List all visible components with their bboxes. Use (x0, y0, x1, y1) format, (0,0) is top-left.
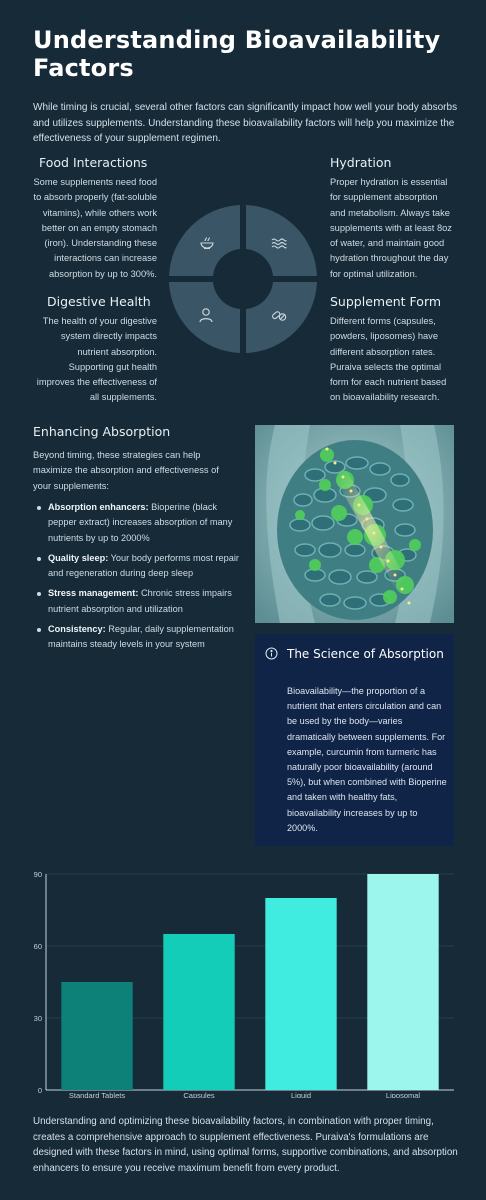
pills-icon (271, 307, 287, 323)
tip-text: Bioperine (black pepper extract) increases absorption of many nutrients by up to 2000% (48, 502, 233, 543)
supplement-form-title: Supplement Form (330, 294, 442, 309)
bar-liquid (265, 898, 336, 1090)
tip-text: Chronic stress impairs nutrient absorption and utilization (48, 588, 232, 614)
bowl-icon (199, 235, 215, 251)
info-icon (265, 647, 278, 660)
bar-capsules (163, 934, 234, 1090)
tip-label: Stress management: (48, 588, 139, 599)
bar-standard-tablets (61, 982, 132, 1090)
list-item (33, 586, 243, 617)
x-tick-label: Standard Tablets (68, 1091, 126, 1098)
enhancing-absorption-intro: Beyond timing, these strategies can help maximize the absorption and effectiveness of your supplements: (33, 450, 219, 491)
x-tick-label: Liposomal (385, 1091, 421, 1098)
digestive-health-title: Digestive Health (47, 294, 151, 309)
x-tick-label: Liquid (290, 1091, 312, 1098)
list-item (33, 500, 243, 546)
y-tick-label: 60 (33, 942, 42, 951)
science-text: Bioavailability—the proportion of a nutrient that enters circulation and can be used by the body—varies dramatically between supplements. For example, curcumin from turmeric has naturally poor bioavailability (around 5%), but when combined with Bioperine and taken with healthy fats, bioavailability increases by up to 2000%. (287, 686, 447, 833)
list-item (33, 622, 243, 653)
digestive-health-text: The health of your digestive system directly impacts nutrient absorption. Supporting gut health improves the effectiveness of all supplements. (36, 316, 157, 403)
x-tick-label: Capsules (183, 1091, 215, 1098)
tip-label: Quality sleep: (48, 552, 109, 563)
tip-label: Absorption enhancers: (48, 502, 149, 512)
bioavailability-wheel (169, 205, 317, 353)
gut-illustration (255, 425, 454, 623)
science-of-absorption-card (255, 634, 454, 846)
list-item (33, 551, 243, 582)
science-title: The Science of Absorption (287, 647, 444, 661)
supplement-form-text: Different forms (capsules, powders, liposomes) have different absorption rates. Puraiva selects the optimal form for each nutrient based on bioavailability research. (330, 316, 447, 403)
intro-paragraph: While timing is crucial, several other factors can significantly impact how well your body absorbs and utilizes supplements. Understanding these bioavailability factors will help you maximize the effectiveness of your supplement regimen. (33, 102, 458, 144)
enhancing-absorption-title: Enhancing Absorption (33, 424, 171, 439)
conclusion-paragraph: Understanding and optimizing these bioavailability factors, in combination with proper timing, creates a comprehensive approach to supplement effectiveness. Puraiva's formulations are designed with these factors in mind, using optimal forms, supportive combinations, and absorption enhancers to ensure you receive maximum benefit from every product. (33, 1116, 458, 1174)
hydration-text: Proper hydration is essential for supplement absorption and metabolism. Always take supplements with at least 8oz of water, and maintain good hydration throughout the day for optimal utilization. (330, 177, 452, 279)
food-interactions-title: Food Interactions (39, 155, 148, 170)
bar-liposomal (367, 874, 438, 1090)
tip-text: Regular, daily supplementation maintains steady levels in your system (48, 624, 234, 650)
y-tick-label: 0 (37, 1086, 42, 1095)
food-interactions-text: Some supplements need food to absorb properly (fat-soluble vitamins), while others work better on an empty stomach (iron). Understanding these interactions can increase absorption by up to 300%. (33, 177, 157, 279)
water-icon (271, 235, 287, 251)
person-icon (198, 307, 214, 323)
y-tick-label: 30 (33, 1014, 42, 1023)
absorption-tips-list (33, 500, 243, 658)
bioavailability-bar-chart (30, 862, 460, 1098)
tip-text: Your body performs most repair and regeneration during deep sleep (48, 552, 239, 579)
y-tick-label: 90 (33, 870, 42, 879)
page-title: Understanding Bioavailability Factors (33, 26, 441, 82)
tip-label: Consistency: (48, 624, 106, 635)
hydration-title: Hydration (330, 155, 392, 170)
